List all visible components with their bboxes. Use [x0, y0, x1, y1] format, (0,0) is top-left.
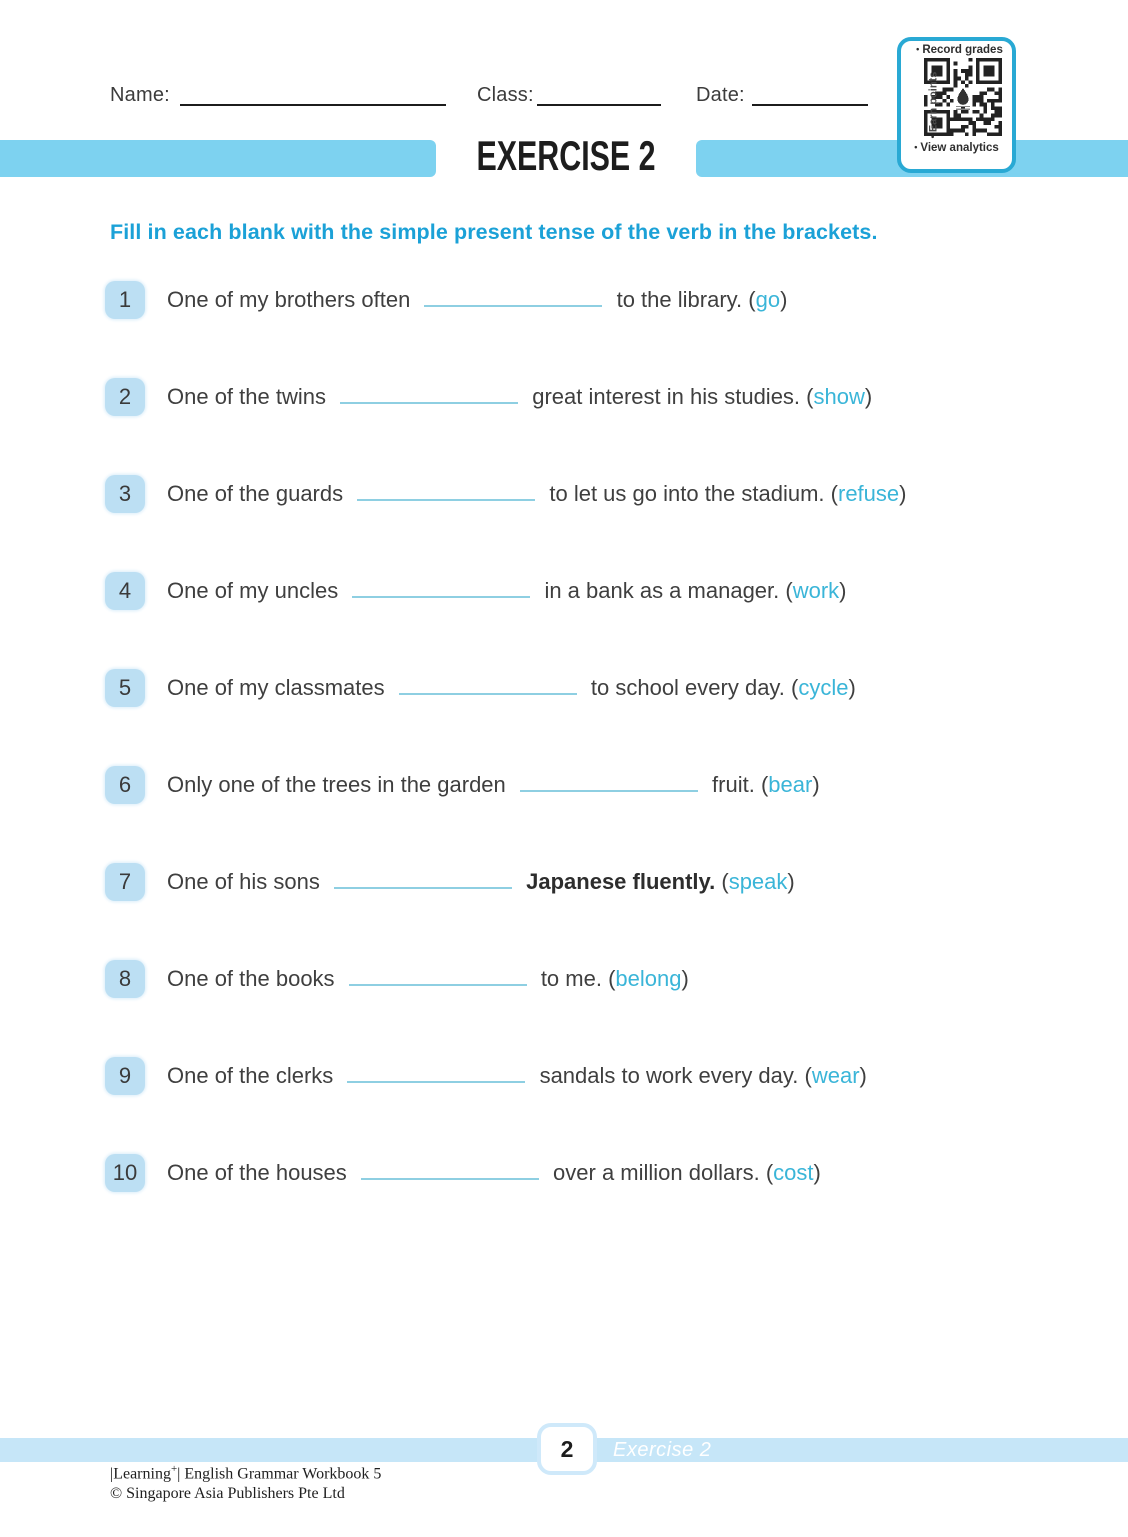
imprint [110, 1459, 381, 1504]
qr-bottom-label: • View analytics [914, 142, 999, 154]
question-number: 6 [118, 772, 132, 797]
question-number: 10 [112, 1160, 138, 1185]
page-number-box [537, 1423, 597, 1475]
answer-blank[interactable] [352, 574, 530, 598]
verb-hint: go [755, 287, 781, 312]
question-post-text: to let us go into the stadium. [549, 481, 825, 506]
question-number-badge [105, 1057, 145, 1095]
answer-blank[interactable] [361, 1156, 539, 1180]
open-paren: ( [721, 869, 729, 894]
bullet-icon: • [927, 135, 938, 139]
question-text [167, 281, 787, 319]
answer-blank[interactable] [347, 1059, 525, 1083]
question-list [105, 281, 1065, 1251]
question-number-badge [105, 281, 145, 319]
copyright-line: © Singapore Asia Publishers Pte Ltd [110, 1485, 345, 1503]
question-pre-text: One of his sons [167, 869, 320, 894]
open-paren: ( [760, 772, 769, 797]
question-row [105, 766, 1065, 804]
name-label: Name: [110, 84, 170, 106]
question-pre-text: One of the twins [167, 384, 326, 409]
footer-section-label: Exercise 2 [613, 1438, 712, 1461]
question-number-badge [105, 378, 145, 416]
question-row [105, 1154, 1065, 1192]
open-paren: ( [806, 384, 814, 409]
page-number: 2 [560, 1435, 574, 1462]
question-post-text: sandals to work every day. [539, 1063, 799, 1088]
question-number: 5 [118, 675, 132, 700]
question-text [167, 863, 795, 901]
question-post-text: over a million dollars. [553, 1160, 760, 1185]
class-label: Class: [477, 84, 534, 106]
open-paren: ( [748, 287, 756, 312]
instruction-text: Fill in each blank with the simple present tense of the verb in the brackets. [110, 220, 878, 244]
bullet-icon: • [914, 142, 918, 152]
question-row [105, 475, 1065, 513]
question-number: 8 [118, 966, 132, 991]
question-post-text: great interest in his studies. [532, 384, 801, 409]
question-text [167, 669, 856, 707]
question-text [167, 475, 906, 513]
answer-blank[interactable] [424, 283, 602, 307]
question-number: 2 [118, 384, 132, 409]
bullet-icon: • [916, 44, 920, 54]
question-number-badge [105, 766, 145, 804]
open-paren: ( [830, 481, 838, 506]
verb-hint: wear [811, 1063, 860, 1088]
qr-side-label: •Earn points [927, 71, 940, 139]
close-paren: ) [780, 287, 788, 312]
verb-hint: speak [728, 869, 788, 894]
question-number: 7 [118, 869, 132, 894]
question-post-text: Japanese fluently. [526, 869, 716, 894]
question-row [105, 1057, 1065, 1095]
close-paren: ) [899, 481, 907, 506]
question-pre-text: One of my classmates [167, 675, 385, 700]
verb-hint: work [792, 578, 840, 603]
page-title: EXERCISE 2 [476, 133, 656, 180]
question-number-badge [105, 1154, 145, 1192]
question-pre-text: One of the clerks [167, 1063, 334, 1088]
close-paren: ) [787, 869, 795, 894]
question-post-text: in a bank as a manager. [544, 578, 780, 603]
imprint-line: |Learning+| English Grammar Workbook 5 [110, 1463, 382, 1483]
answer-blank[interactable] [357, 477, 535, 501]
close-paren: ) [812, 772, 820, 797]
question-row [105, 960, 1065, 998]
verb-hint: belong [615, 966, 682, 991]
question-text [167, 960, 689, 998]
question-pre-text: One of my uncles [167, 578, 339, 603]
question-text [167, 766, 820, 804]
answer-blank[interactable] [340, 380, 518, 404]
close-paren: ) [681, 966, 689, 991]
question-text [167, 1057, 867, 1095]
question-number-badge [105, 572, 145, 610]
answer-blank[interactable] [349, 962, 527, 986]
close-paren: ) [848, 675, 856, 700]
question-number-badge [105, 669, 145, 707]
question-number: 1 [118, 287, 132, 312]
question-row [105, 378, 1065, 416]
question-text [167, 378, 872, 416]
question-pre-text: One of the houses [167, 1160, 347, 1185]
close-paren: ) [839, 578, 847, 603]
close-paren: ) [813, 1160, 821, 1185]
question-pre-text: Only one of the trees in the garden [167, 772, 506, 797]
question-row [105, 281, 1065, 319]
date-label: Date: [696, 84, 745, 106]
verb-hint: cost [773, 1160, 814, 1185]
question-number-badge [105, 960, 145, 998]
close-paren: ) [859, 1063, 867, 1088]
title-bar-left-segment [0, 140, 436, 177]
verb-hint: refuse [838, 481, 900, 506]
question-text [167, 1154, 821, 1192]
question-row [105, 669, 1065, 707]
question-row [105, 863, 1065, 901]
question-number: 9 [118, 1063, 132, 1088]
question-text [167, 572, 847, 610]
question-post-text: fruit. [712, 772, 755, 797]
open-paren: ( [765, 1160, 774, 1185]
close-paren: ) [864, 384, 873, 409]
question-post-text: to school every day. [590, 675, 785, 700]
question-post-text: to the library. [616, 287, 743, 312]
verb-hint: cycle [798, 675, 849, 700]
verb-hint: bear [768, 772, 813, 797]
answer-blank[interactable] [399, 671, 577, 695]
question-number-badge [105, 863, 145, 901]
open-paren: ( [804, 1063, 812, 1088]
question-number: 3 [118, 481, 132, 506]
answer-blank[interactable] [520, 768, 698, 792]
qr-top-label: • Record grades [916, 44, 1003, 56]
question-pre-text: One of the guards [167, 481, 344, 506]
question-number-badge [105, 475, 145, 513]
question-pre-text: One of my brothers often [167, 287, 411, 312]
open-paren: ( [608, 966, 616, 991]
name-field-line[interactable] [180, 86, 446, 106]
question-number: 4 [118, 578, 132, 603]
date-field-line[interactable] [752, 86, 868, 106]
class-field-line[interactable] [537, 86, 661, 106]
open-paren: ( [791, 675, 799, 700]
question-pre-text: One of the books [167, 966, 335, 991]
question-post-text: to me. [540, 966, 602, 991]
open-paren: ( [785, 578, 793, 603]
verb-hint: show [813, 384, 865, 409]
answer-blank[interactable] [334, 865, 512, 889]
qr-panel [897, 37, 1016, 173]
question-row [105, 572, 1065, 610]
